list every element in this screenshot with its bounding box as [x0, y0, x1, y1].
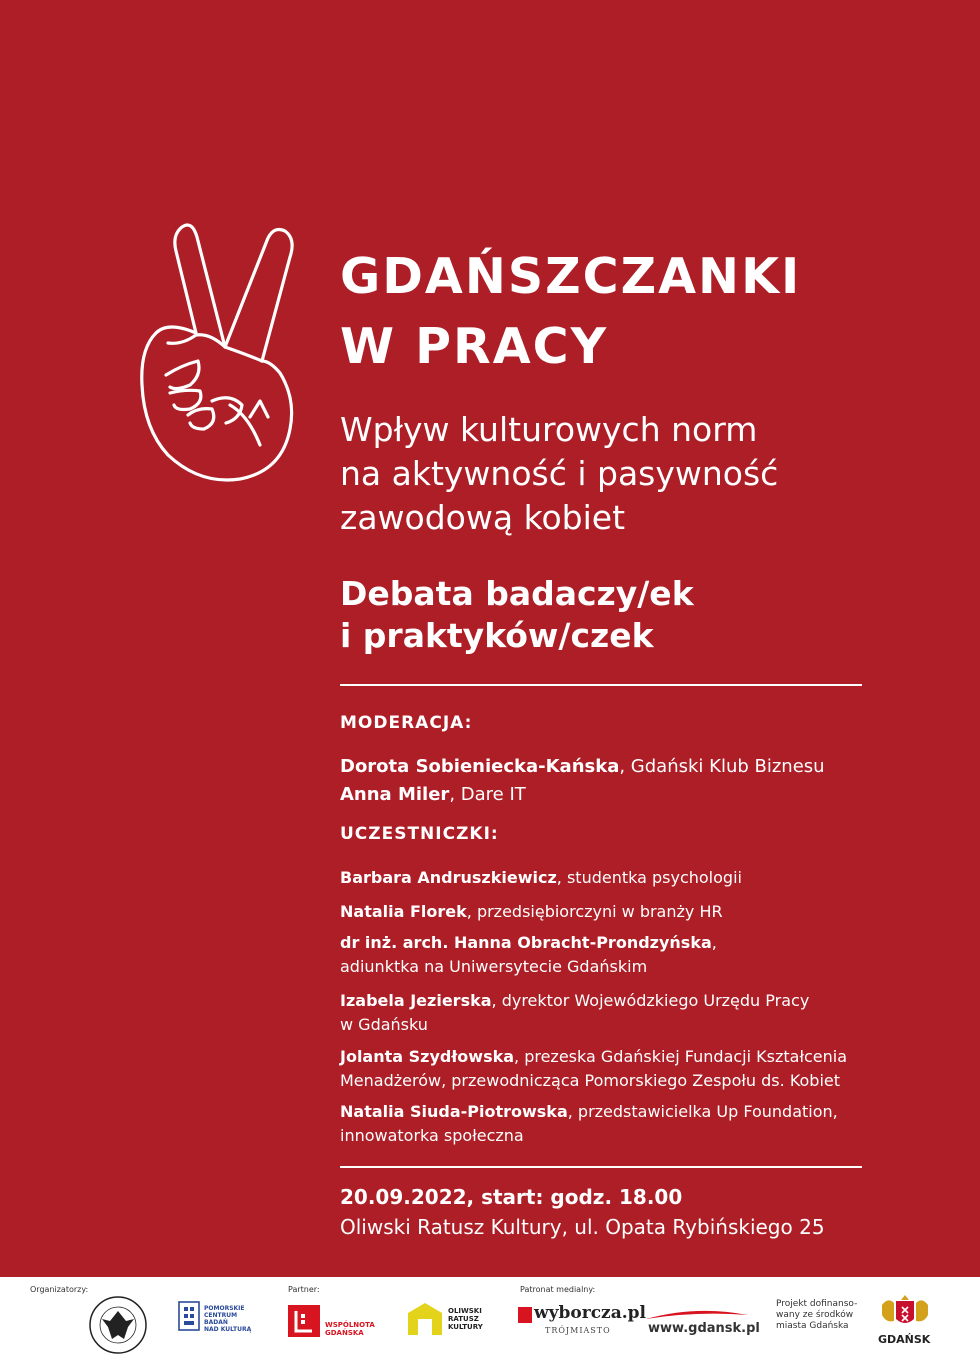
participant-name: Natalia Siuda-Piotrowska: [340, 1102, 568, 1121]
divider-bottom: [340, 1166, 862, 1168]
participant-desc-cont: innowatorka społeczna: [340, 1126, 524, 1145]
event-subtitle: [340, 408, 778, 540]
divider-top: [340, 684, 862, 686]
participant-desc: ,: [711, 933, 717, 952]
debate-heading: [340, 573, 694, 657]
gdansk-coat-of-arms-icon: [880, 1295, 930, 1329]
participant-name: Natalia Florek: [340, 902, 467, 921]
subtitle-line-2: na aktywność i pasywność: [340, 454, 779, 493]
gdansk-pl-swoosh-icon: [646, 1307, 748, 1321]
organizers-label: Organizatorzy:: [30, 1285, 89, 1294]
ratusz-line: KULTURY: [448, 1323, 483, 1331]
funding-line: wany ze środków: [776, 1310, 854, 1320]
wyborcza-subtitle: TRÓJMIASTO: [545, 1326, 611, 1335]
debate-line-2: i praktyków/czek: [340, 616, 654, 655]
pcb-line: BADAŃ: [204, 1319, 228, 1326]
participant-name: Jolanta Szydłowska: [340, 1047, 515, 1066]
participant-name: Barbara Andruszkiewicz: [340, 868, 557, 887]
victory-hand-icon: [130, 215, 300, 490]
wspolnota-gdanska-icon: [288, 1305, 320, 1337]
wspolnota-line: WSPÓLNOTA: [325, 1321, 375, 1329]
wyborcza-logo: wyborcza.pl: [534, 1303, 646, 1323]
pcb-logo-text: [204, 1305, 251, 1333]
wspolnota-gdanska-text: [325, 1321, 375, 1337]
funding-line: miasta Gdańska: [776, 1321, 849, 1331]
moderator-desc: , Gdański Klub Biznesu: [619, 756, 825, 777]
participant-2: [340, 900, 940, 924]
participant-desc-cont: Menadżerów, przewodnicząca Pomorskiego Zespołu ds. Kobiet: [340, 1071, 841, 1090]
partner-label: Partner:: [288, 1285, 320, 1294]
participant-desc: , studentka psychologii: [556, 868, 742, 887]
participant-4: [340, 989, 940, 1037]
ratusz-line: OLIWSKI: [448, 1307, 482, 1315]
debate-line-1: Debata badaczy/ek: [340, 574, 694, 613]
participant-1: [340, 866, 940, 890]
event-venue: Oliwski Ratusz Kultury, ul. Opata Rybińskiego 25: [340, 1215, 825, 1239]
moderator-name: Dorota Sobieniecka-Kańska: [340, 756, 620, 777]
title-line-2: W PRACY: [340, 318, 609, 375]
event-title: [340, 242, 801, 382]
participant-name: dr inż. arch. Hanna Obracht-Prondzyńska: [340, 933, 712, 952]
participant-desc: , przedstawicielka Up Foundation,: [567, 1102, 838, 1121]
pcb-line: POMORSKIE: [204, 1305, 245, 1312]
subtitle-line-1: Wpływ kulturowych norm: [340, 410, 758, 449]
participant-name: Izabela Jezierska: [340, 991, 492, 1010]
funding-line: Projekt dofinanso-: [776, 1299, 858, 1309]
oliwski-ratusz-icon: [408, 1303, 442, 1335]
participant-6: [340, 1100, 940, 1148]
pcb-line: NAD KULTURĄ: [204, 1326, 252, 1333]
pcb-logo-icon: [178, 1301, 200, 1331]
moderator-1: [340, 753, 940, 781]
subtitle-line-3: zawodową kobiet: [340, 498, 626, 537]
participants-heading: UCZESTNICZKI:: [340, 824, 499, 844]
moderation-heading: MODERACJA:: [340, 713, 473, 733]
instytut-kaszubski-logo: [88, 1295, 148, 1355]
media-label: Patronat medialny:: [520, 1285, 596, 1294]
title-line-1: GDAŃSZCZANKI: [340, 248, 802, 305]
participant-desc-cont: adiunktka na Uniwersytecie Gdańskim: [340, 957, 648, 976]
moderator-2: [340, 781, 940, 809]
moderator-desc: , Dare IT: [449, 784, 526, 805]
participant-5: [340, 1045, 940, 1093]
ratusz-line: RATUSZ: [448, 1315, 479, 1323]
participant-desc-cont: w Gdańsku: [340, 1015, 428, 1034]
gdansk-pl-logo: www.gdansk.pl: [648, 1321, 760, 1336]
oliwski-ratusz-text: [448, 1307, 483, 1331]
wspolnota-line: GDAŃSKA: [325, 1329, 364, 1337]
event-date: 20.09.2022, start: godz. 18.00: [340, 1185, 683, 1209]
gdansk-logo-text: GDAŃSK: [878, 1333, 931, 1346]
pcb-line: CENTRUM: [204, 1312, 238, 1319]
moderator-name: Anna Miler: [340, 784, 450, 805]
sponsor-footer: [0, 1277, 980, 1365]
participant-desc: , przedsiębiorczyni w branży HR: [466, 902, 723, 921]
funding-note: [776, 1299, 857, 1332]
wyborcza-mark-icon: [518, 1307, 532, 1323]
participant-desc: , dyrektor Wojewódzkiego Urzędu Pracy: [491, 991, 810, 1010]
participant-desc: , prezeska Gdańskiej Fundacji Kształcenia: [514, 1047, 848, 1066]
participant-3: [340, 931, 940, 979]
